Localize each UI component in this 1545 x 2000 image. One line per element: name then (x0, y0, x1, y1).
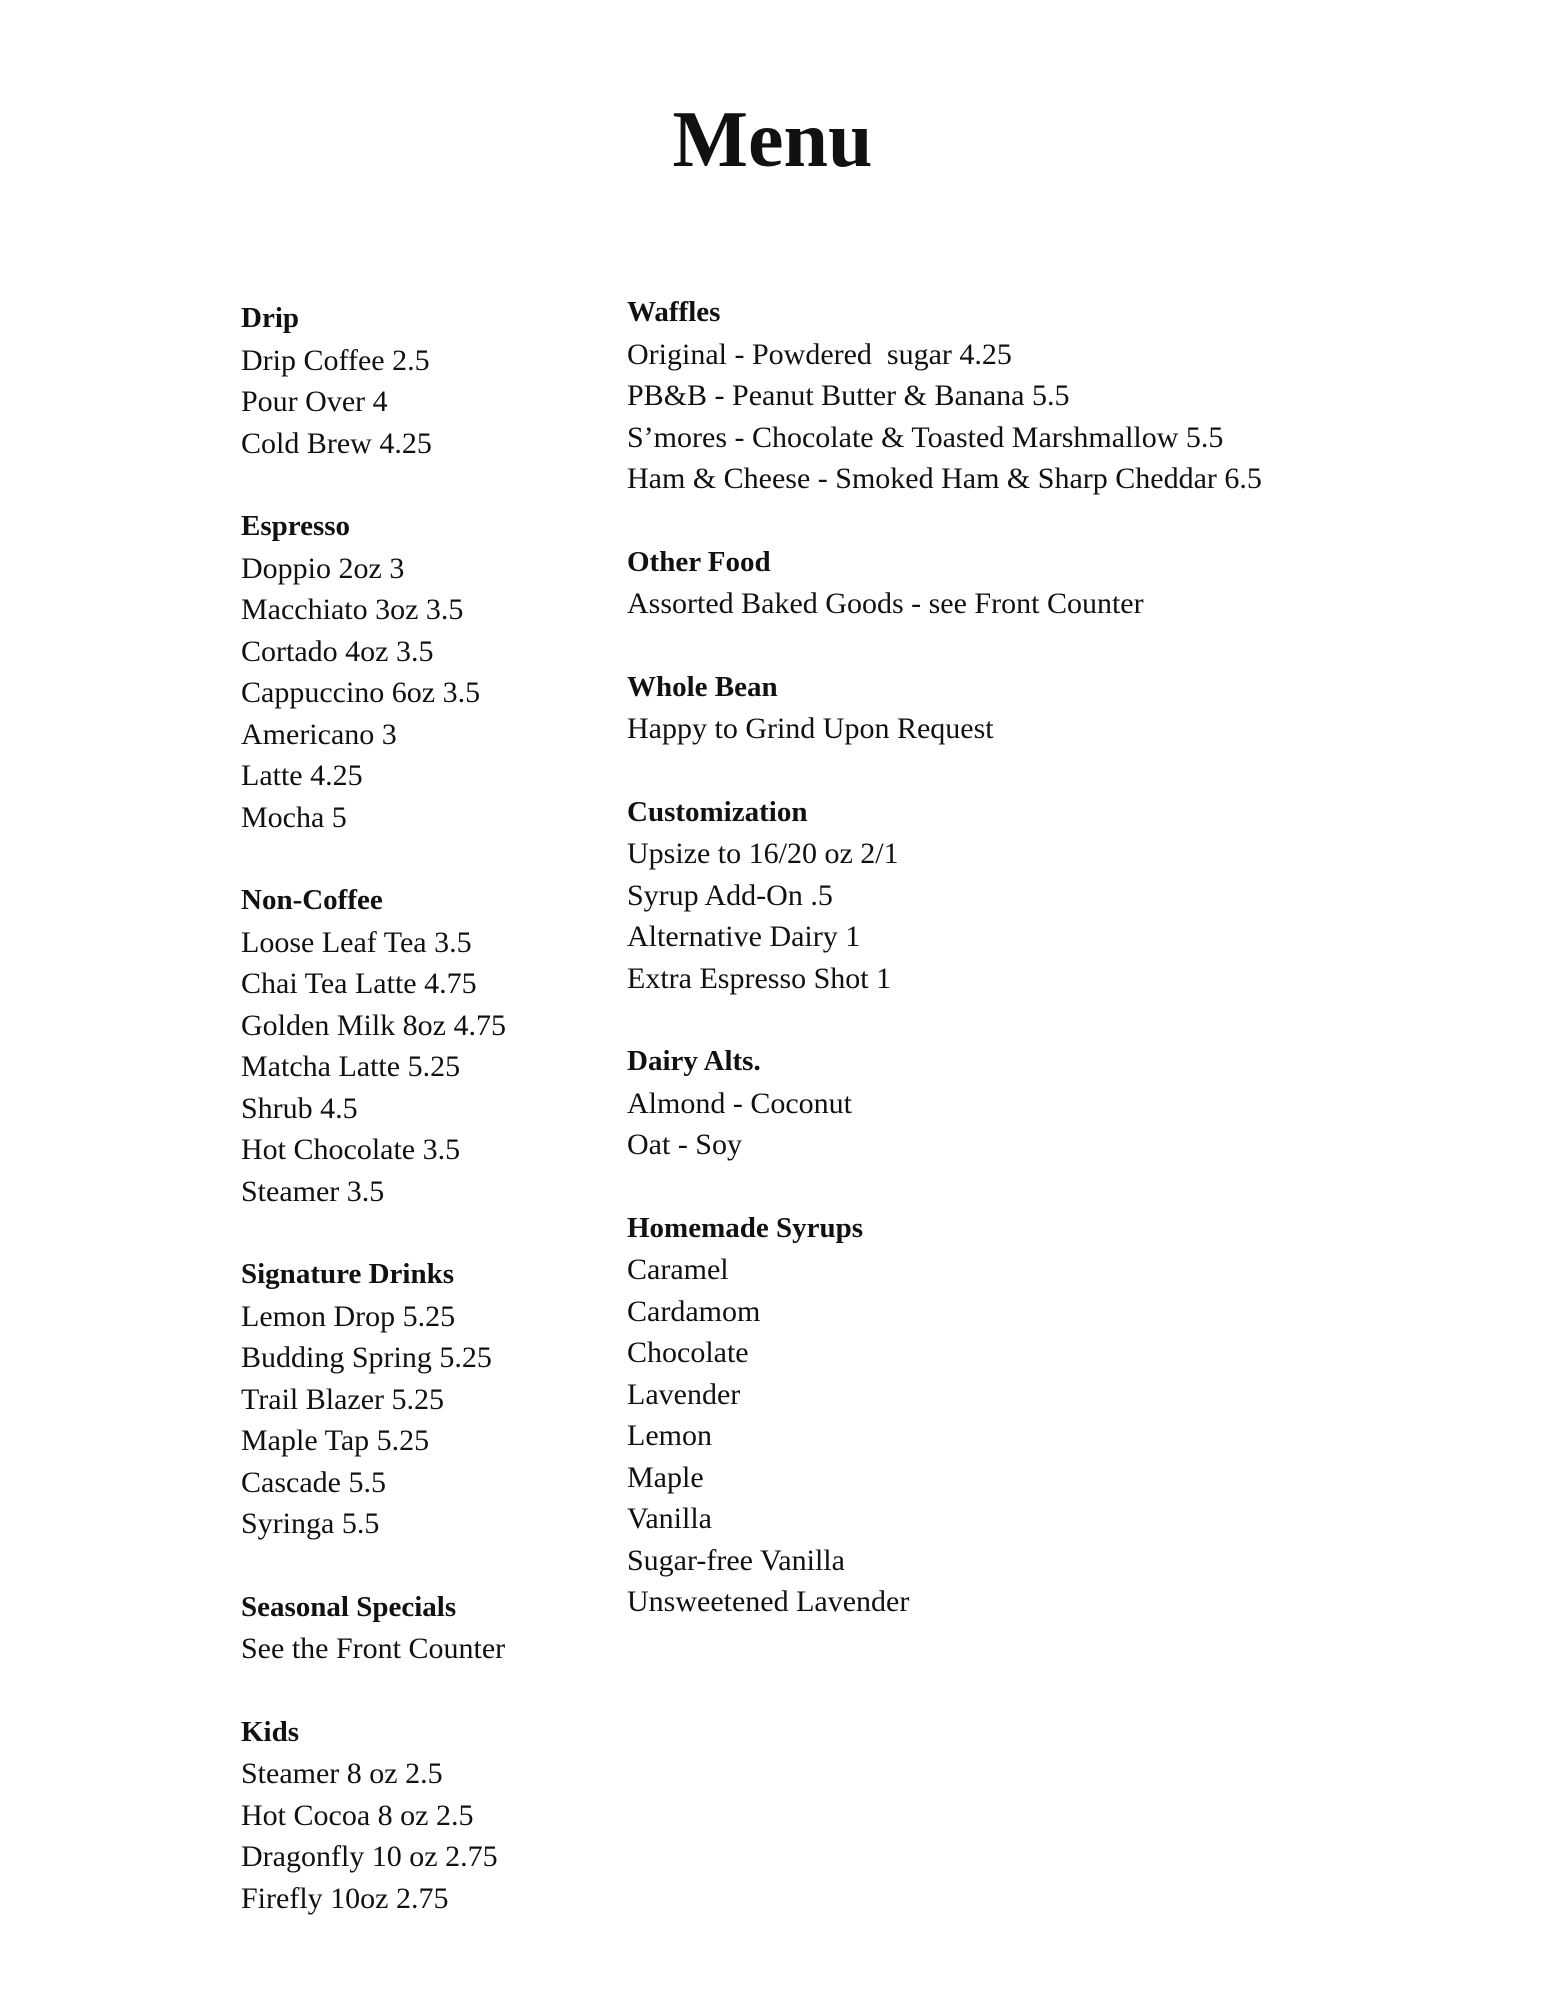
menu-item: Syrup Add-On .5 (627, 878, 833, 912)
menu-section-other-food (627, 542, 1427, 625)
menu-item: Sugar-free Vanilla (627, 1543, 845, 1577)
menu-item: Happy to Grind Upon Request (627, 712, 994, 745)
menu-item: Vanilla (627, 1502, 712, 1535)
menu-item: Syringa 5.5 (241, 1507, 380, 1540)
menu-item: Golden Milk 8oz 4.75 (241, 1008, 506, 1042)
section-heading: Seasonal Specials (241, 1590, 457, 1623)
section-heading: Dairy Alts. (627, 1045, 761, 1077)
menu-item: Pour Over 4 (241, 385, 388, 418)
menu-section-espresso (241, 506, 621, 838)
section-heading: Signature Drinks (241, 1258, 454, 1290)
menu-item: Matcha Latte 5.25 (241, 1050, 461, 1083)
menu-item: Chocolate (627, 1336, 749, 1369)
section-heading: Homemade Syrups (627, 1211, 864, 1244)
menu-section-customization (627, 792, 1427, 1000)
section-heading: Other Food (627, 545, 771, 578)
menu-item: Oat - Soy (627, 1128, 742, 1161)
menu-item: Cappuccino 6oz 3.5 (241, 676, 481, 709)
menu-item: Latte 4.25 (241, 759, 363, 792)
menu-item: Cascade 5.5 (241, 1465, 386, 1499)
menu-item: Lemon Drop 5.25 (241, 1299, 456, 1333)
menu-item: Alternative Dairy 1 (627, 920, 861, 953)
menu-item: Loose Leaf Tea 3.5 (241, 925, 472, 959)
menu-section-waffles (627, 292, 1427, 500)
left-menu-column (241, 298, 621, 1961)
menu-section-non-coffee (241, 880, 621, 1212)
section-heading: Non-Coffee (241, 884, 383, 916)
menu-item: Hot Cocoa 8 oz 2.5 (241, 1798, 474, 1832)
section-heading: Espresso (241, 510, 351, 542)
menu-item: Budding Spring 5.25 (241, 1341, 492, 1374)
menu-item: See the Front Counter (241, 1632, 506, 1665)
menu-item: Cold Brew 4.25 (241, 426, 432, 460)
menu-item: Upsize to 16/20 oz 2/1 (627, 837, 899, 870)
menu-section-seasonal-specials (241, 1587, 621, 1670)
menu-section-drip (241, 298, 621, 464)
menu-item: Lavender (627, 1377, 741, 1411)
menu-item: Extra Espresso Shot 1 (627, 961, 892, 995)
menu-item: Drip Coffee 2.5 (241, 343, 430, 377)
menu-section-dairy-alts (627, 1041, 1427, 1166)
section-heading: Kids (241, 1715, 300, 1748)
menu-section-signature-drinks (241, 1254, 621, 1545)
menu-item: Cortado 4oz 3.5 (241, 634, 434, 668)
menu-item: Chai Tea Latte 4.75 (241, 967, 477, 1000)
menu-item: PB&B - Peanut Butter & Banana 5.5 (627, 379, 1070, 412)
menu-item: Steamer 3.5 (241, 1174, 385, 1208)
menu-item: Macchiato 3oz 3.5 (241, 593, 464, 626)
menu-section-kids (241, 1712, 621, 1920)
menu-item: Mocha 5 (241, 800, 347, 834)
menu-item: Caramel (627, 1253, 729, 1286)
menu-item: Maple Tap 5.25 (241, 1424, 430, 1457)
menu-item: Firefly 10oz 2.75 (241, 1881, 449, 1915)
menu-item: Americano 3 (241, 717, 397, 751)
menu-item: Cardamom (627, 1294, 761, 1328)
section-heading: Whole Bean (627, 670, 778, 703)
menu-item: Assorted Baked Goods - see Front Counter (627, 587, 1144, 620)
menu-item: Unsweetened Lavender (627, 1585, 910, 1618)
menu-item: S’mores - Chocolate & Toasted Marshmallow 5.5 (627, 420, 1224, 454)
menu-section-homemade-syrups (627, 1208, 1427, 1623)
section-heading: Customization (627, 795, 808, 828)
menu-item: Almond - Coconut (627, 1086, 852, 1120)
menu-item: Original - Powdered sugar 4.25 (627, 337, 1012, 371)
menu-item: Shrub 4.5 (241, 1091, 358, 1125)
section-heading: Waffles (627, 296, 721, 328)
menu-item: Dragonfly 10 oz 2.75 (241, 1840, 498, 1873)
menu-item: Maple (627, 1460, 704, 1494)
menu-section-whole-bean (627, 667, 1427, 750)
section-heading: Drip (241, 302, 299, 334)
right-menu-column (627, 292, 1427, 1665)
menu-item: Steamer 8 oz 2.5 (241, 1757, 443, 1790)
menu-item: Lemon (627, 1419, 712, 1452)
menu-item: Doppio 2oz 3 (241, 551, 405, 585)
menu-item: Ham & Cheese - Smoked Ham & Sharp Cheddar 6.5 (627, 462, 1262, 495)
menu-item: Hot Chocolate 3.5 (241, 1133, 461, 1166)
menu-title: Menu (672, 96, 873, 184)
menu-item: Trail Blazer 5.25 (241, 1382, 445, 1416)
